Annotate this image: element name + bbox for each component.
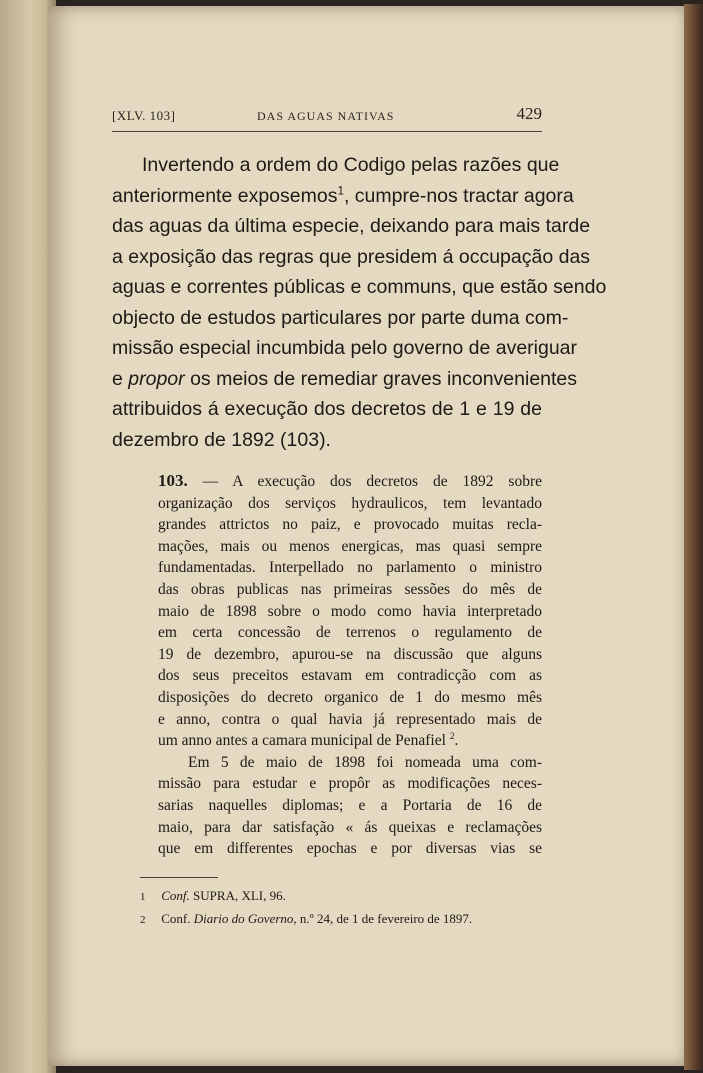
footnote-1: 1 Conf. SUPRA, XLI, 96. bbox=[140, 885, 540, 908]
text-line: maio, para dar satisfação « ás queixas e reclamações bbox=[158, 818, 542, 836]
text-line: missão especial incumbida pelo governo de averiguar bbox=[112, 337, 578, 359]
footnote-rule bbox=[140, 877, 218, 878]
text-line: Em 5 de maio de 1898 foi nomeada uma com- bbox=[188, 753, 542, 771]
header-section-ref: [XLV. 103] bbox=[112, 108, 176, 123]
running-header bbox=[112, 104, 542, 126]
text-line: objecto de estudos particulares por parte duma com- bbox=[112, 306, 569, 329]
text-line: a exposição das regras que presidem á occupação das bbox=[112, 245, 591, 268]
text-line: das aguas da última especie, deixando para mais tarde bbox=[112, 215, 591, 237]
text-line: aguas e correntes públicas e communs, que estão sendo bbox=[112, 276, 607, 298]
footnotes bbox=[140, 885, 540, 931]
text-line: maio de 1898 sobre o modo como havia interpretado bbox=[158, 602, 542, 620]
footnote-ref: 1 bbox=[337, 184, 344, 197]
text-line: que em differentes epochas e por diversas vias se bbox=[158, 840, 542, 858]
footnote-ref: 2 bbox=[449, 731, 455, 742]
text-line: Invertendo a ordem do Codigo pelas razões que bbox=[142, 154, 560, 176]
annotation-number: 103. bbox=[158, 471, 188, 490]
text-line: e propor os meios de remediar graves inconvenientes bbox=[112, 367, 578, 390]
text-line: sarias naquelles diplomas; e a Portaria de 16 de bbox=[158, 796, 542, 814]
text-line: fundamentadas. Interpellado no parlamento o ministro bbox=[158, 559, 542, 577]
text-line: 103. — A execução dos decretos de 1892 sobre bbox=[158, 471, 542, 490]
text-line: grandes attrictos no paiz, e provocado muitas recla- bbox=[158, 516, 542, 534]
book-spine-edge bbox=[684, 4, 703, 1070]
annotation-103 bbox=[158, 470, 542, 860]
text-line: anteriormente exposemos$^1$, cumpre-nos tractar agora bbox=[112, 184, 574, 207]
text-line: disposições do decreto organico de 1 do mesmo mês bbox=[158, 688, 542, 706]
text-line: um anno antes a camara municipal de Penafiel $^2$. bbox=[158, 731, 459, 750]
main-paragraph bbox=[112, 150, 607, 455]
page-number: 429 bbox=[516, 104, 542, 123]
text-line: das obras publicas nas primeiras sessões do mês de bbox=[158, 580, 542, 598]
italic-word: propor bbox=[128, 367, 185, 390]
text-line: e anno, contra o qual havia já representado mais de bbox=[158, 710, 542, 728]
text-line: attribuidos á execução dos decretos de 1 e 19 de bbox=[112, 398, 542, 420]
text-line: mações, mais ou menos energicas, mas quasi sempre bbox=[158, 537, 542, 555]
text-line: 19 de dezembro, apurou-se na discussão que alguns bbox=[158, 645, 542, 663]
footnote-2: 2 Conf. Diario do Governo, n.º 24, de 1 de fevereiro de 1897. bbox=[140, 908, 540, 931]
header-rule bbox=[112, 131, 542, 132]
header-title: DAS AGUAS NATIVAS bbox=[257, 109, 395, 123]
text-line: organização dos serviços hydraulicos, tem levantado bbox=[158, 494, 542, 512]
text-line: dezembro de 1892 (103). bbox=[112, 428, 331, 451]
footnote-mark: 2 bbox=[140, 914, 146, 926]
text-line: dos seus preceitos estavam em contradicção com as bbox=[158, 667, 542, 685]
text-line: missão para estudar e propôr as modificações neces- bbox=[158, 775, 542, 793]
footnote-mark: 1 bbox=[140, 891, 146, 903]
text-line: em certa concessão de terrenos o regulamento de bbox=[158, 624, 542, 642]
